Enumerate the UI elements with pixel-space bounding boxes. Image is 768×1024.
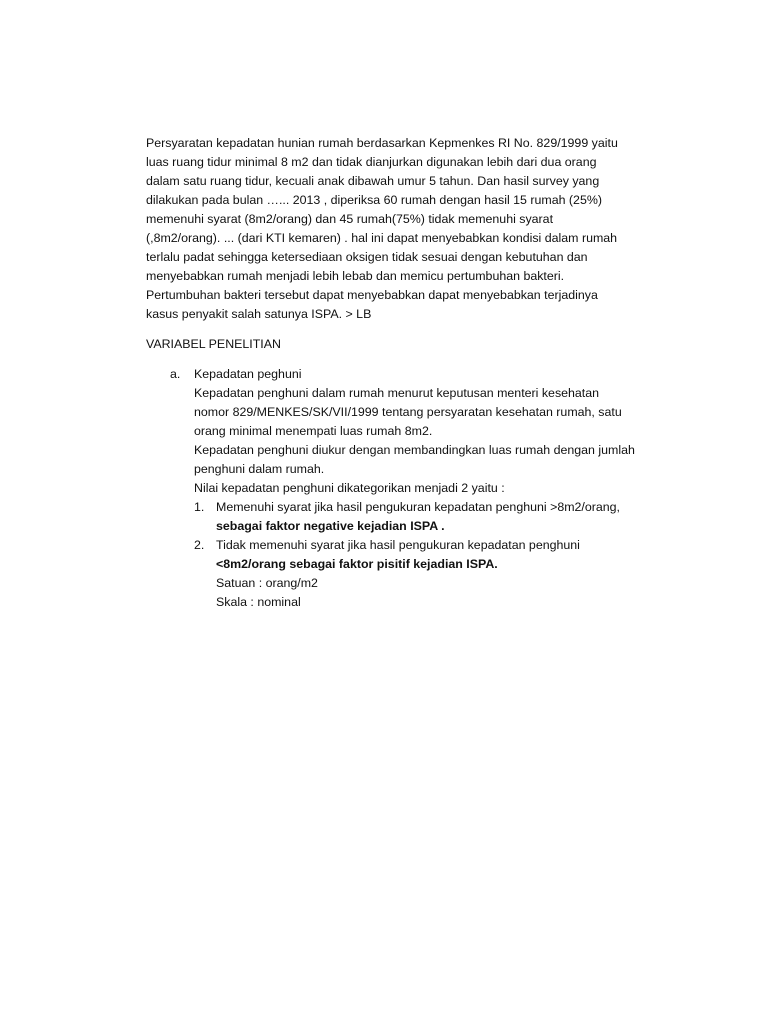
variable-desc-line: Nilai kepadatan penghuni dikategorikan menjadi 2 yaitu :	[194, 481, 505, 495]
category-item	[194, 498, 666, 536]
variable-desc-line: Kepadatan penghuni dalam rumah menurut keputusan menteri kesehatan	[194, 386, 600, 400]
intro-line: terlalu padat sehingga ketersediaan oksigen tidak sesuai dengan kebutuhan dan	[146, 250, 588, 264]
intro-line: memenuhi syarat (8m2/orang) dan 45 rumah(75%) tidak memenuhi syarat	[146, 212, 554, 226]
intro-line: Pertumbuhan bakteri tersebut dapat menyebabkan dapat menyebabkan terjadinya	[146, 288, 598, 302]
list-marker: 1.	[194, 500, 205, 514]
intro-line: (,8m2/orang). ... (dari KTI kemaren) . hal ini dapat menyebabkan kondisi dalam rumah	[146, 231, 618, 245]
intro-line: Persyaratan kepadatan hunian rumah berdasarkan Kepmenkes RI No. 829/1999 yaitu	[146, 136, 618, 150]
document-content	[146, 134, 666, 612]
list-marker: a.	[170, 367, 181, 381]
variable-item	[146, 365, 666, 612]
category-line: Skala : nominal	[216, 595, 301, 609]
variable-desc-line: nomor 829/MENKES/SK/VII/1999 tentang persyaratan kesehatan rumah, satu	[194, 405, 622, 419]
variable-desc-line: Kepadatan penghuni diukur dengan membandingkan luas rumah dengan jumlah	[194, 443, 635, 457]
variable-title: Kepadatan peghuni	[194, 367, 302, 381]
category-line: Memenuhi syarat jika hasil pengukuran kepadatan penghuni >8m2/orang,	[216, 500, 620, 514]
list-marker: 2.	[194, 538, 205, 552]
intro-line: dilakukan pada bulan …... 2013 , diperiksa 60 rumah dengan hasil 15 rumah (25%)	[146, 193, 602, 207]
variable-desc-line: orang minimal menempati luas rumah 8m2.	[194, 424, 433, 438]
variable-desc-line: penghuni dalam rumah.	[194, 462, 325, 476]
intro-line: menyebabkan rumah menjadi lebih lebab dan memicu pertumbuhan bakteri.	[146, 269, 565, 283]
section-heading: VARIABEL PENELITIAN	[146, 337, 281, 351]
category-line: sebagai faktor negative kejadian ISPA .	[216, 519, 445, 533]
category-line: Satuan : orang/m2	[216, 576, 318, 590]
category-item	[194, 536, 666, 612]
category-line: Tidak memenuhi syarat jika hasil pengukuran kepadatan penghuni	[216, 538, 580, 552]
intro-line: luas ruang tidur minimal 8 m2 dan tidak dianjurkan digunakan lebih dari dua orang	[146, 155, 597, 169]
intro-line: kasus penyakit salah satunya ISPA. > LB	[146, 307, 372, 321]
intro-line: dalam satu ruang tidur, kecuali anak dibawah umur 5 tahun. Dan hasil survey yang	[146, 174, 600, 188]
category-list	[194, 498, 666, 612]
variable-list	[146, 365, 666, 612]
intro-paragraph	[146, 134, 666, 324]
category-line: <8m2/orang sebagai faktor pisitif kejadian ISPA.	[216, 557, 498, 571]
